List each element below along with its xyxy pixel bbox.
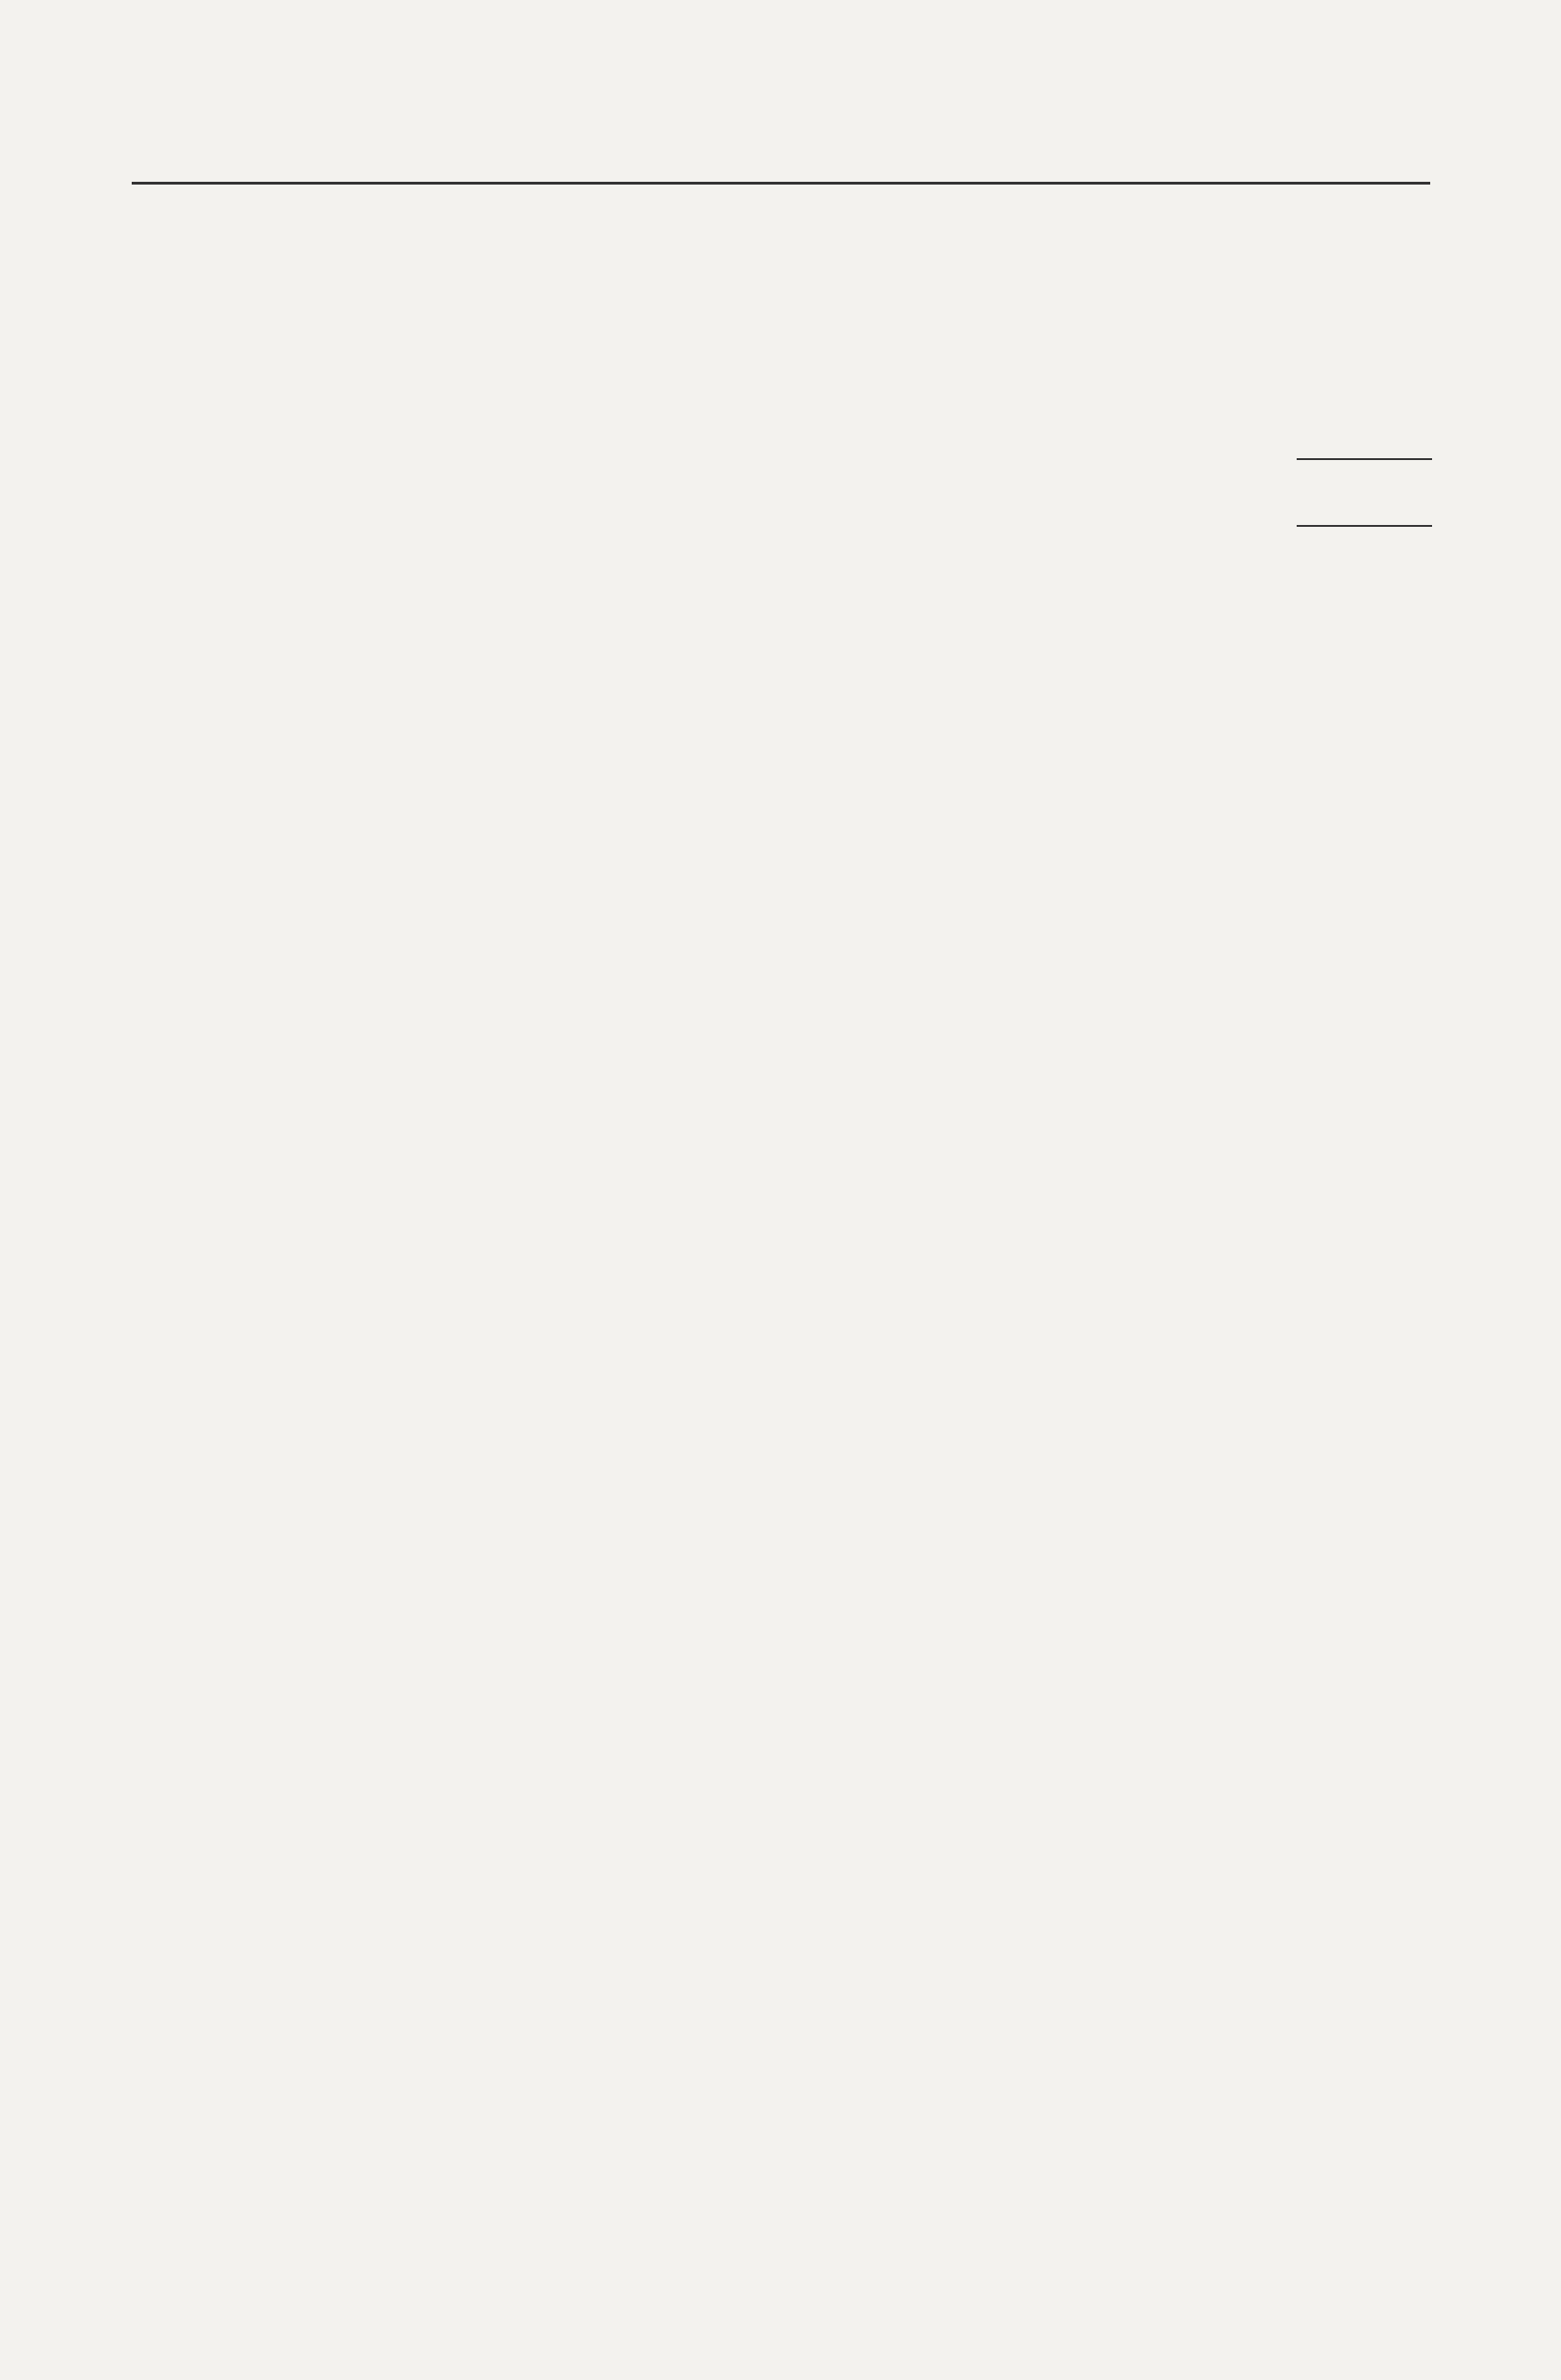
header-rule [132, 182, 1430, 185]
total-rule-bottom [1297, 525, 1432, 527]
total-rule-top [1297, 458, 1432, 460]
page-header [132, 119, 1430, 160]
